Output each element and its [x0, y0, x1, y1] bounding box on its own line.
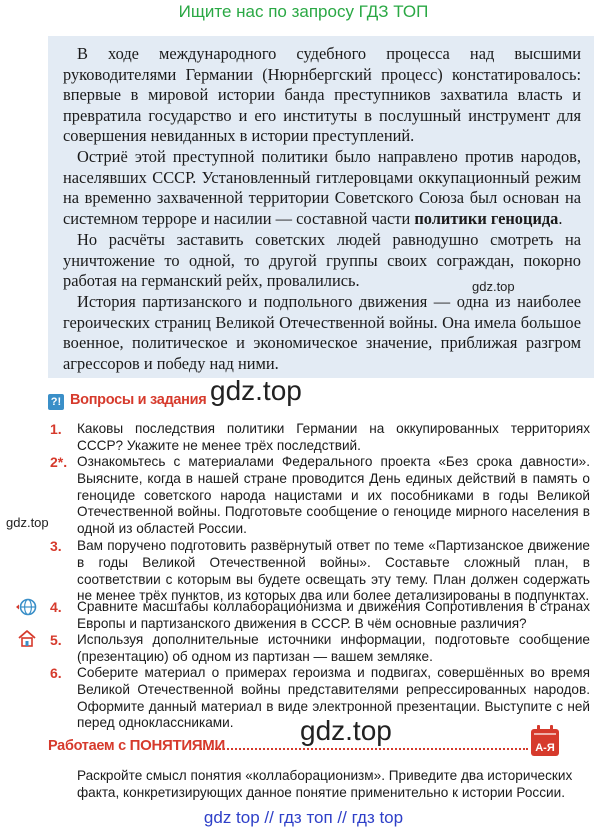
concepts-dotted-rule [200, 748, 528, 750]
question-number-3: 3. [50, 538, 62, 554]
question-number-2: 2*. [50, 454, 68, 470]
question-text-5: Используя дополнительные источники информации, подготовьте сообщение (презентацию) об одном из партизан — вашем земляке. [77, 632, 590, 664]
watermark-large-1: gdz.top [210, 375, 302, 406]
concepts-title-caps: ПОНЯТИЯМИ [129, 737, 225, 754]
alphabet-badge-icon [530, 725, 560, 757]
paragraph-2-start: Остриё этой преступной политики было направлено против народов, населявших СССР. Установленный гитлеровцами оккупационный режим на временно захваченной территории Советского Союза был основан на системном терроре и насилии — составной части [63, 147, 581, 228]
paragraph-3: Но расчёты заставить советских людей равнодушно смотреть на уничтожение то одной, то другой группы своих сограждан, покорно работая на германский рейх, провалились. [63, 230, 581, 290]
question-number-5: 5. [50, 632, 62, 648]
globe-icon [14, 597, 38, 617]
alphabet-badge-label: А-Я [535, 742, 555, 754]
question-text-4: Сравните масштабы коллаборационизма и движения Сопротивления в странах Европы и партизанского движения в СССР. В чём основные различия? [77, 599, 590, 631]
paragraph-4: История партизанского и подпольного движения — одна из наиболее героических страниц Великой Отечественной войны. Она имела большое военное, политическое и экономическое значение, приближая разгром агрессоров и победу над ними. [63, 292, 581, 373]
concepts-title-prefix: Работаем с [48, 738, 130, 754]
house-icon [16, 628, 38, 648]
watermark-large-2: gdz.top [300, 715, 392, 746]
watermark-small-1: gdz.top [472, 279, 515, 294]
watermark-small-2: gdz.top [6, 515, 49, 530]
question-text-2: Ознакомьтесь с материалами Федерального проекта «Без срока давности». Выясните, когда в нашей стране проводится День единых действий в память о геноциде советского народа нацистами и их пособниками в годы Великой Отечественной войны. Подготовьте сообщение о геноциде мирного населения в одной из областей России. [77, 454, 590, 537]
questions-section-title: Вопросы и задания [70, 392, 207, 408]
paragraph-2 [63, 147, 581, 229]
question-text-6: Соберите материал о примерах героизма и подвигах, совершённых во время Великой Отечественной войны представителями репрессированных народов. Оформите данный материал в виде электронной презентации. Выступите с ней перед одноклассниками. [77, 665, 590, 731]
bottom-watermark-banner: gdz top // гдз топ // гдз top [203, 808, 404, 827]
paragraph-1: В ходе международного судебного процесса над высшими руководителями Германии (Нюрнбергский процесс) констатировалось: впервые в мировой истории банда преступников захватила власть и превратила государство и его институты в послушный инструмент для совершения невиданных в истории преступлений. [63, 44, 581, 145]
top-watermark-banner: Ищите нас по запросу ГДЗ ТОП [178, 2, 429, 21]
question-number-1: 1. [50, 421, 62, 437]
question-text-1: Каковы последствия политики Германии на оккупированных территориях СССР? Укажите не менее трёх последствий. [77, 421, 590, 453]
question-number-4: 4. [50, 599, 62, 615]
concepts-section-title [48, 737, 225, 754]
question-exclamation-icon: ?! [48, 394, 64, 410]
question-text-3: Вам поручено подготовить развёрнутый ответ по теме «Партизанское движение в годы Великой Отечественной войны». Составьте сложный план, в соответствии с которым вы будете освещать эту тему. План должен содержать не менее трёх пунктов, из которых два или более детализированы в подпунктах. [77, 538, 590, 604]
concepts-task-text: Раскройте смысл понятия «коллаборационизм». Приведите два исторических факта, конкретизирующих данное понятие применительно к истории России. [77, 768, 573, 800]
question-number-6: 6. [50, 665, 62, 681]
paragraph-2-end: . [558, 208, 563, 228]
genocide-term: политики геноцида [414, 208, 559, 228]
